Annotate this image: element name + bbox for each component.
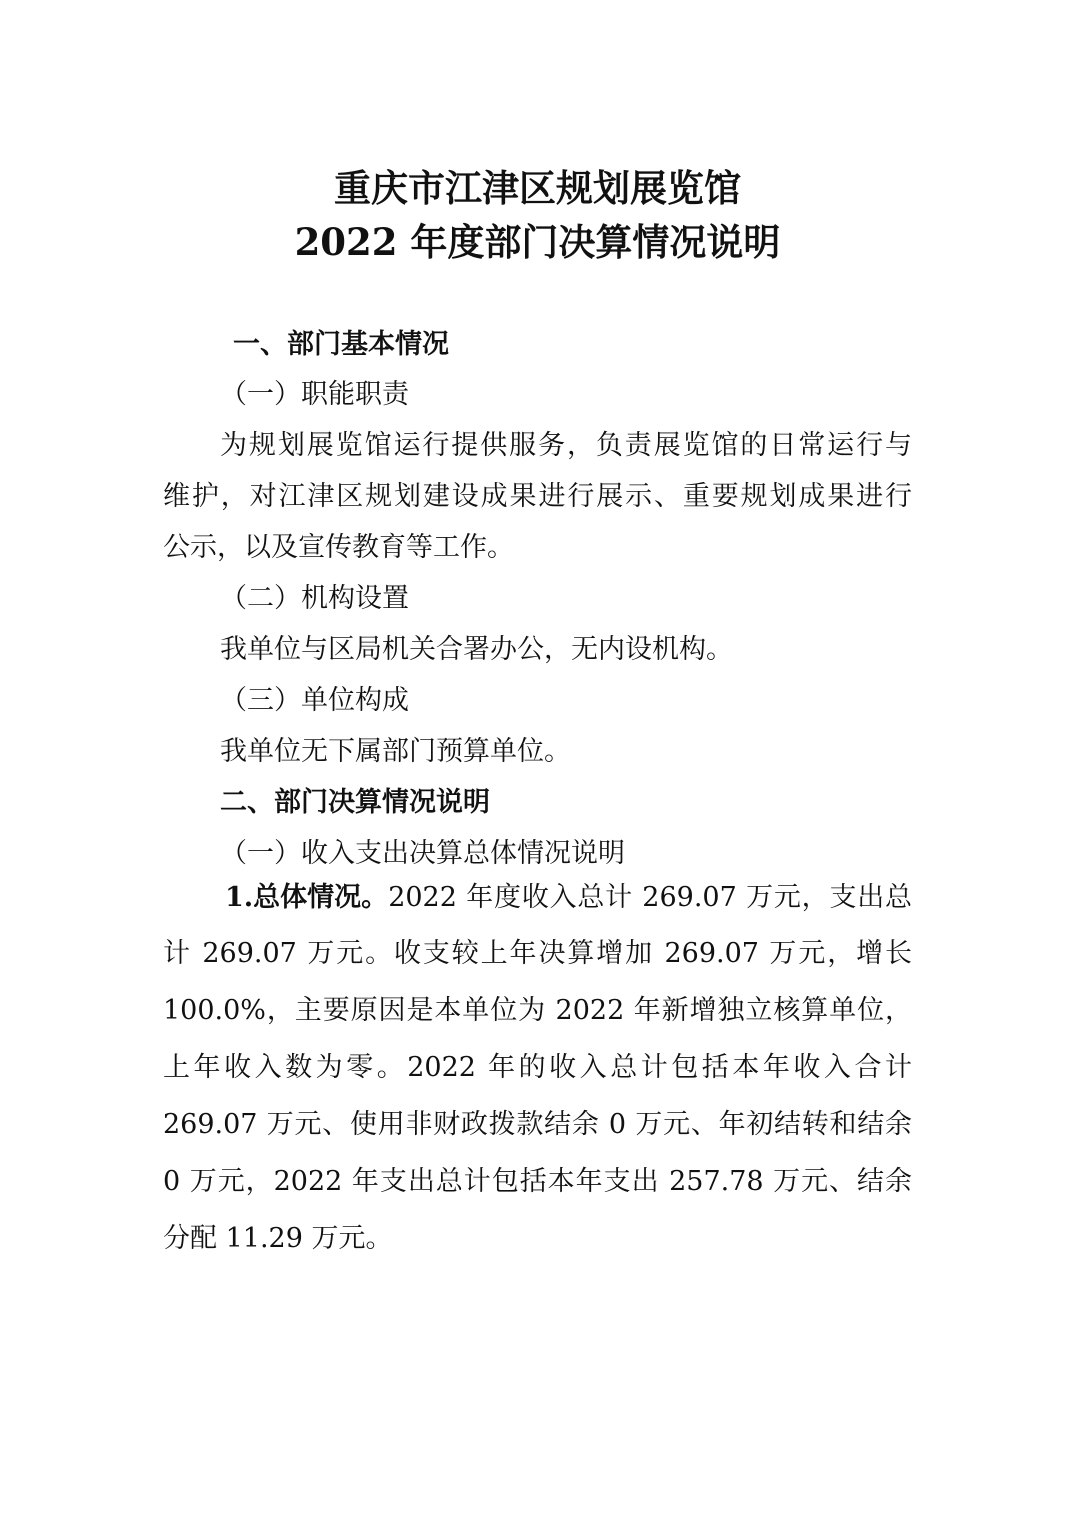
paragraph-line: 维护，对江津区规划建设成果进行展示、重要规划成果进行 — [163, 481, 912, 512]
paragraph-line: 100.0%，主要原因是本单位为 2022 年新增独立核算单位， — [163, 995, 912, 1026]
paragraph-line: 269.07 万元、使用非财政拨款结余 0 万元、年初结转和结余 — [163, 1109, 912, 1140]
section-1-heading: 一、部门基本情况 — [233, 329, 449, 360]
paragraph-line: 为规划展览馆运行提供服务，负责展览馆的日常运行与 — [220, 430, 912, 461]
paragraph-line: 上年收入数为零。2022 年的收入总计包括本年收入合计 — [163, 1052, 912, 1083]
subsection-1-1-heading: （一）职能职责 — [220, 379, 409, 410]
paragraph-text: 2022 年度收入总计 269.07 万元，支出总 — [388, 882, 912, 913]
subsection-1-2-heading: （二）机构设置 — [220, 583, 409, 614]
paragraph-line: 公示，以及宣传教育等工作。 — [163, 532, 514, 563]
subsection-2-1-heading: （一）收入支出决算总体情况说明 — [220, 838, 625, 869]
paragraph-line: 分配 11.29 万元。 — [163, 1223, 393, 1254]
paragraph-line-first — [225, 880, 912, 916]
paragraph-line: 我单位与区局机关合署办公，无内设机构。 — [220, 634, 733, 665]
subsection-1-3-heading: （三）单位构成 — [220, 685, 409, 716]
section-2-heading: 二、部门决算情况说明 — [220, 787, 490, 818]
document-title-line-1: 重庆市江津区规划展览馆 — [334, 166, 741, 210]
document-title-line-2: 2022 年度部门决算情况说明 — [294, 220, 781, 264]
summary-lead-label: 1.总体情况。 — [225, 882, 389, 913]
paragraph-line: 我单位无下属部门预算单位。 — [220, 736, 571, 767]
paragraph-line: 计 269.07 万元。收支较上年决算增加 269.07 万元，增长 — [163, 938, 912, 969]
paragraph-line: 0 万元，2022 年支出总计包括本年支出 257.78 万元、结余 — [163, 1166, 912, 1197]
